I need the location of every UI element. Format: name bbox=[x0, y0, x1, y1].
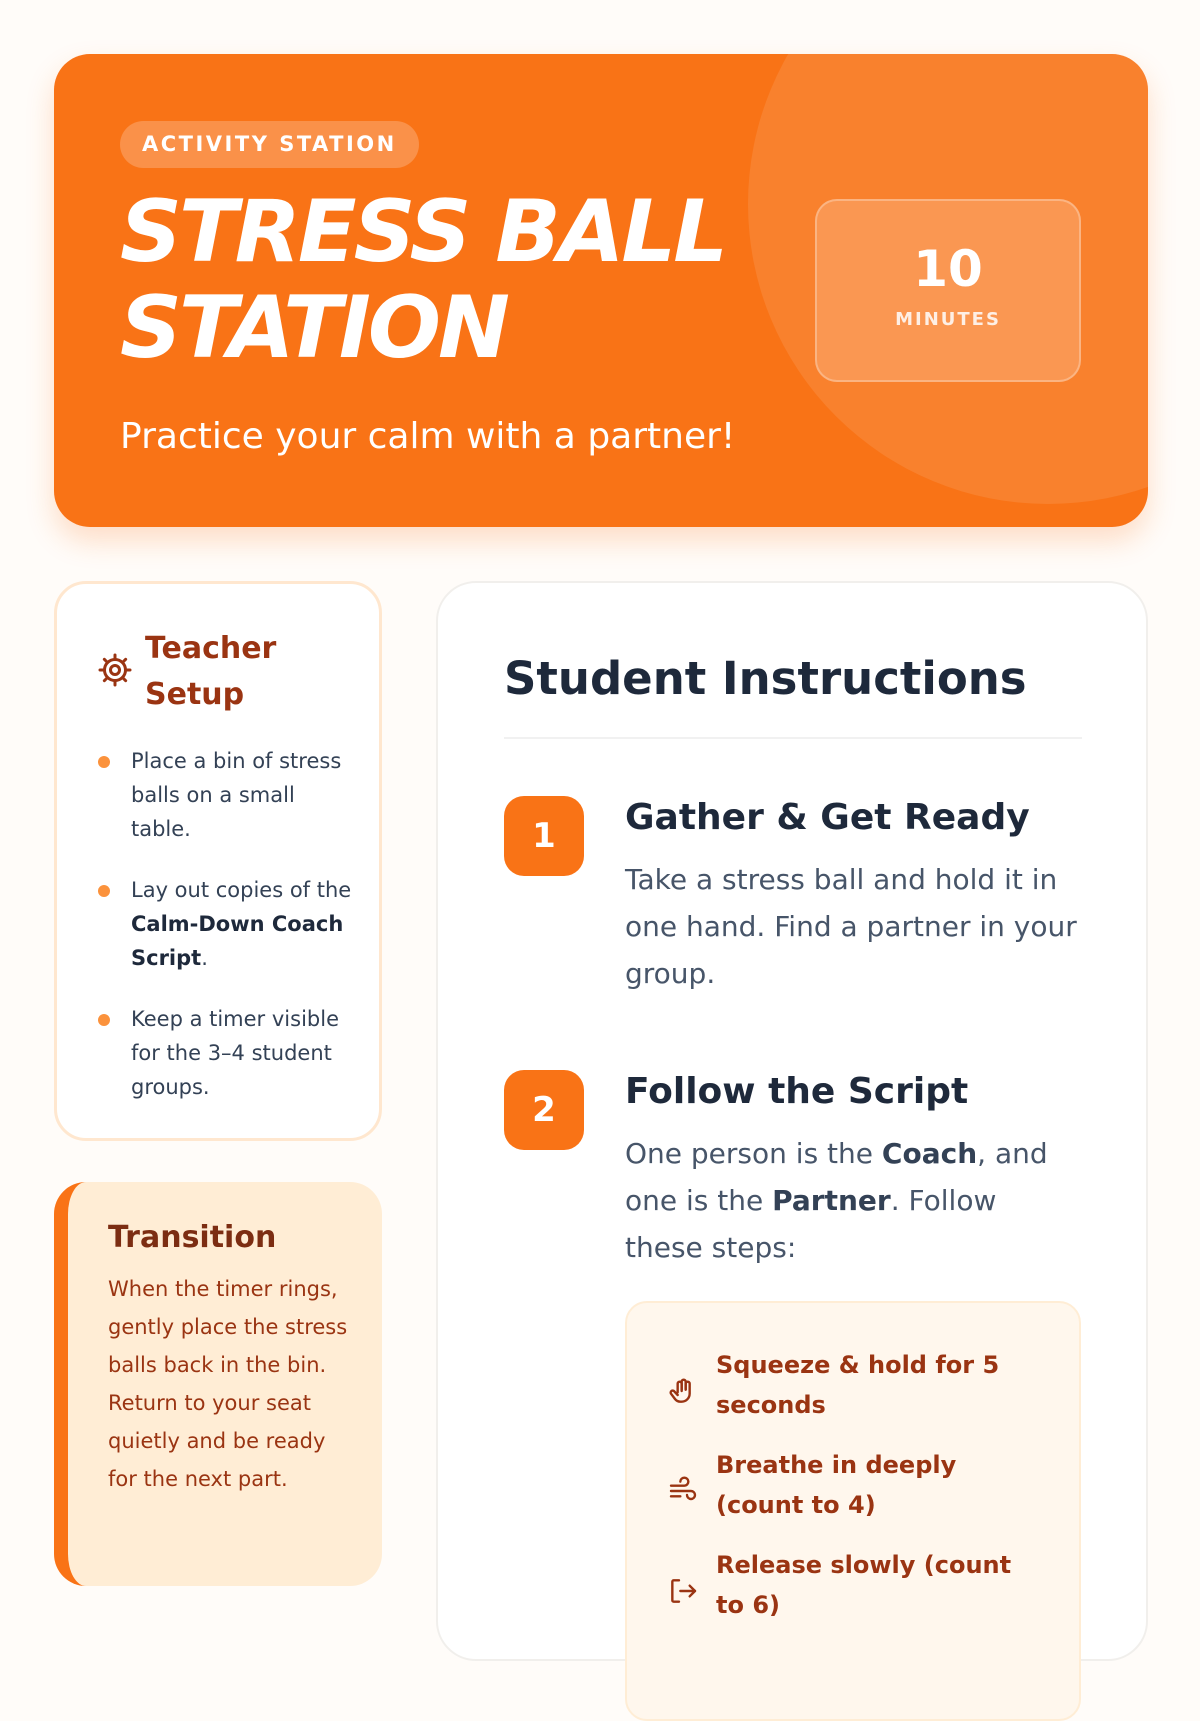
script-steps-box bbox=[625, 1301, 1081, 1721]
step-text-part: . Follow these steps: bbox=[625, 1184, 997, 1264]
teacher-setup-title: Teacher Setup bbox=[145, 631, 277, 712]
step-number-badge: 2 bbox=[504, 1070, 584, 1150]
teacher-setup-header bbox=[97, 626, 357, 718]
student-instructions-title: Student Instructions bbox=[504, 652, 1027, 705]
setup-item-text: Lay out copies of the bbox=[131, 878, 352, 902]
script-name: Calm-Down Coach Script bbox=[131, 912, 344, 970]
page-subtitle: Practice your calm with a partner! bbox=[120, 416, 736, 457]
step-number-badge: 1 bbox=[504, 796, 584, 876]
release-icon bbox=[667, 1575, 699, 1607]
setup-item-text: Place a bin of stress balls on a small table. bbox=[131, 749, 342, 841]
duration-unit: MINUTES bbox=[895, 309, 1001, 330]
script-step-text: Release slowly (count to 6) bbox=[716, 1551, 1012, 1619]
page-title: STRESS BALL STATION bbox=[120, 182, 726, 378]
script-step-text: Squeeze & hold for 5 seconds bbox=[716, 1351, 1000, 1419]
setup-item bbox=[97, 1002, 353, 1104]
script-step bbox=[627, 1345, 1083, 1431]
teacher-setup-list bbox=[97, 744, 353, 1131]
hero-banner bbox=[54, 54, 1148, 527]
role-coach: Coach bbox=[881, 1137, 978, 1170]
transition-card bbox=[54, 1182, 382, 1586]
setup-item bbox=[97, 744, 353, 846]
activity-badge: ACTIVITY STATION bbox=[120, 121, 419, 168]
role-partner: Partner bbox=[772, 1184, 891, 1217]
duration-box bbox=[815, 199, 1081, 382]
student-instructions-card bbox=[436, 581, 1148, 1661]
step-description bbox=[625, 1130, 1082, 1271]
step-title: Follow the Script bbox=[625, 1071, 969, 1112]
script-step-text: Breathe in deeply (count to 4) bbox=[716, 1451, 957, 1519]
step-text-part: One person is the bbox=[625, 1137, 882, 1170]
transition-title: Transition bbox=[108, 1220, 277, 1255]
step-text-part: , and one is the bbox=[625, 1137, 1048, 1217]
setup-item bbox=[97, 873, 353, 975]
hand-icon bbox=[667, 1375, 699, 1407]
transition-text: When the timer rings, gently place the stress balls back in the bin. Return to your seat quietly and be ready for the next part. bbox=[108, 1277, 348, 1491]
wind-icon bbox=[667, 1475, 699, 1507]
step-title: Gather & Get Ready bbox=[625, 797, 1030, 838]
duration-value: 10 bbox=[913, 240, 983, 298]
setup-item-text: . bbox=[201, 946, 208, 970]
script-step bbox=[627, 1445, 1083, 1531]
teacher-setup-card bbox=[54, 581, 382, 1141]
divider bbox=[504, 737, 1082, 739]
step-description: Take a stress ball and hold it in one hand. Find a partner in your group. bbox=[625, 863, 1077, 990]
setup-item-text: Keep a timer visible for the 3–4 student groups. bbox=[131, 1007, 339, 1099]
script-step bbox=[627, 1545, 1083, 1631]
gear-icon bbox=[97, 652, 133, 688]
